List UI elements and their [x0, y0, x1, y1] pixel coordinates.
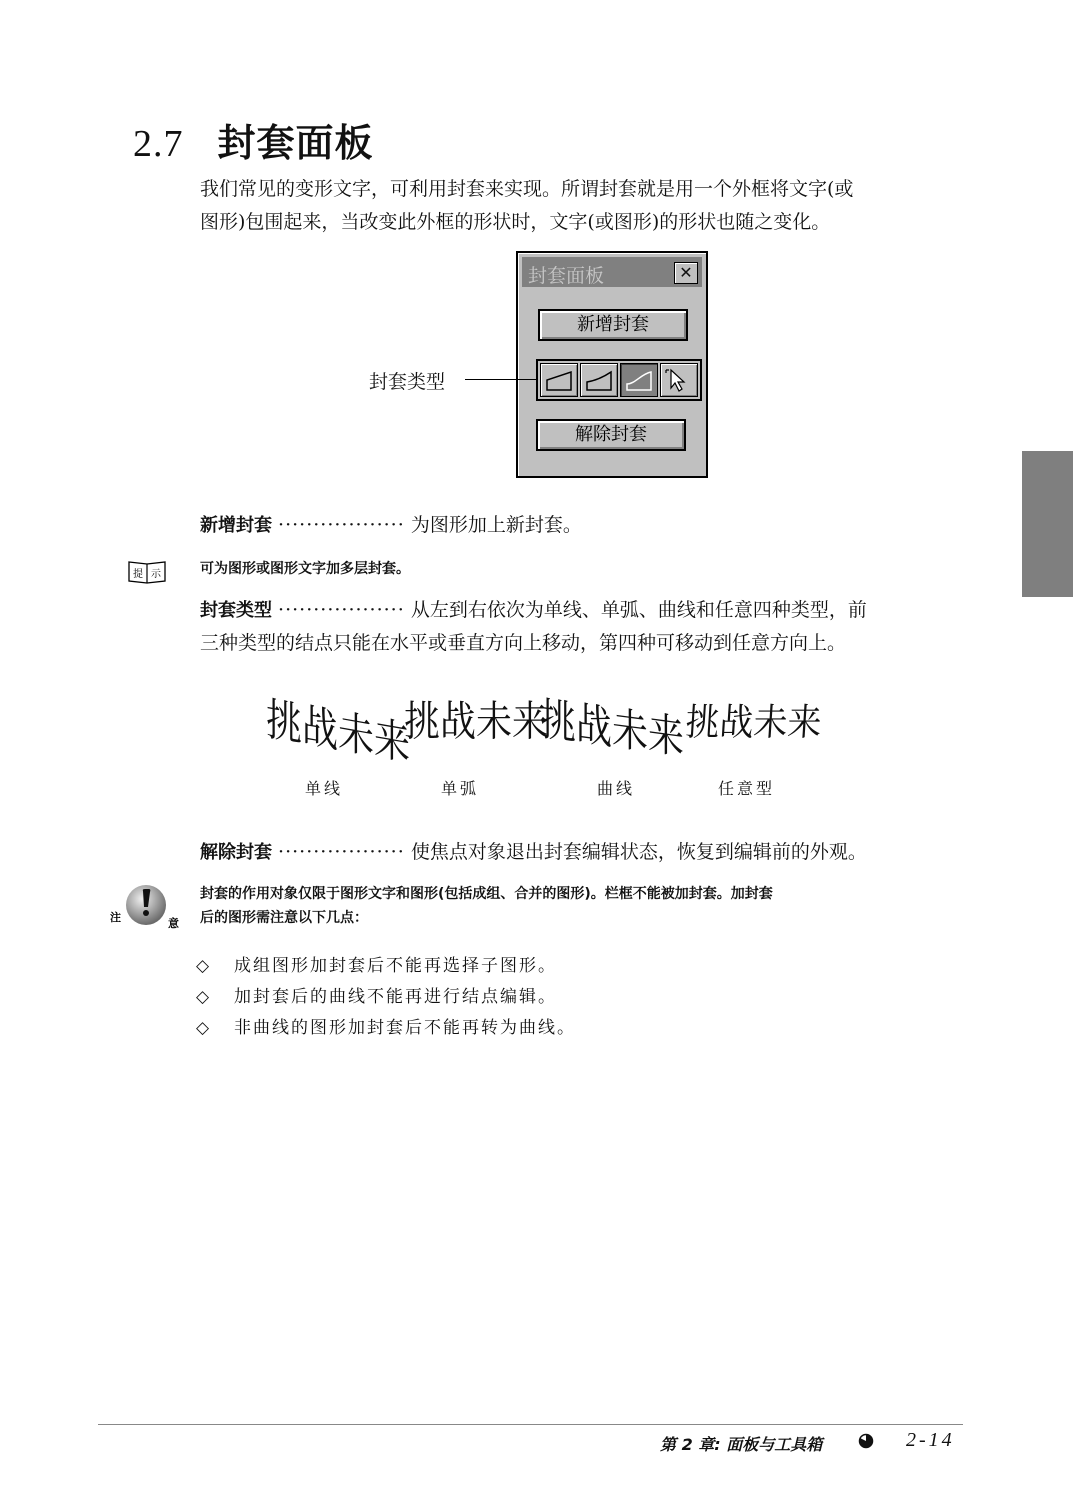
demo-caption-freeform: 任意型: [718, 779, 776, 798]
section-name: 封套面板: [217, 121, 374, 165]
list-item: ◇ 成组图形加封套后不能再选择子图形。: [196, 951, 576, 982]
definition-envelope-types: [200, 594, 970, 660]
tip-icon-char-2: 示: [151, 569, 161, 580]
curve-mode-icon[interactable]: [620, 363, 658, 397]
close-icon[interactable]: ✕: [674, 262, 698, 284]
leader-dots: ··················: [278, 599, 405, 621]
freeform-mode-icon[interactable]: [660, 363, 698, 397]
leader-dots: ··················: [278, 514, 405, 536]
definition-desc-line-1: 从左到右依次为单线、单弧、曲线和任意四种类型，前: [410, 599, 867, 621]
note-icon: [108, 883, 184, 931]
definition-remove-envelope: [200, 836, 970, 869]
footer-chapter: 第 2 章: 面板与工具箱: [660, 1435, 823, 1454]
dialog-title: 封套面板: [528, 265, 605, 287]
callout-leader-line: [465, 379, 537, 380]
demo-word-single-arc: 挑战未来: [404, 698, 549, 746]
note-text: [200, 882, 970, 930]
definition-term: 解除封套: [200, 842, 272, 863]
list-item: ◇ 加封套后的曲线不能再进行结点编辑。: [196, 982, 576, 1013]
section-number: 2.7: [133, 123, 184, 165]
footer-rule: [98, 1424, 963, 1425]
tip-icon: [126, 559, 168, 585]
intro-paragraph: [200, 173, 970, 239]
definition-desc: 为图形加上新封套。: [410, 514, 582, 536]
demo-caption-single-arc: 单弧: [441, 779, 480, 798]
half-circle-icon: [858, 1433, 874, 1453]
page-number: 2-14: [906, 1429, 955, 1451]
demo-word-curve: 挑战未来: [540, 694, 685, 765]
envelope-type-group: [536, 359, 702, 401]
definition-term: 封套类型: [200, 600, 272, 621]
envelope-panel-dialog: [516, 251, 708, 478]
diamond-bullet-icon: ◇: [196, 1018, 212, 1038]
chapter-side-tab: [1022, 451, 1073, 597]
note-line-2: 后的图形需注意以下几点：: [200, 910, 368, 926]
note-bullet-list: [196, 951, 576, 1044]
leader-dots: ··················: [278, 841, 405, 863]
remove-envelope-button[interactable]: 解除封套: [536, 419, 686, 451]
diamond-bullet-icon: ◇: [196, 956, 212, 976]
definition-term: 新增封套: [200, 515, 272, 536]
definition-desc: 使焦点对象退出封套编辑状态，恢复到编辑前的外观。: [410, 841, 867, 863]
demo-caption-curve: 曲线: [597, 779, 636, 798]
single-line-mode-icon[interactable]: [540, 363, 578, 397]
add-envelope-button[interactable]: 新增封套: [538, 309, 688, 341]
intro-line-2: 图形)包围起来，当改变此外框的形状时，文字(或图形)的形状也随之变化。: [200, 211, 831, 233]
single-arc-mode-icon[interactable]: [580, 363, 618, 397]
demo-word-single-line: 挑战未来: [266, 694, 411, 771]
note-line-1: 封套的作用对象仅限于图形文字和图形(包括成组、合并的图形)。栏框不能被加封套。加封套: [200, 886, 773, 902]
tip-icon-char-1: 提: [133, 569, 143, 580]
definition-add-envelope: [200, 509, 970, 542]
note-icon-char-2: 意: [168, 917, 179, 930]
note-icon-char-1: 注: [110, 911, 121, 924]
demo-word-freeform: 挑战未来: [684, 700, 823, 745]
section-title: [133, 112, 374, 167]
demo-caption-single-line: 单线: [305, 779, 344, 798]
list-item: ◇ 非曲线的图形加封套后不能再转为曲线。: [196, 1013, 576, 1044]
tip-text: 可为图形或图形文字加多层封套。: [200, 561, 410, 577]
envelope-type-callout: 封套类型: [369, 371, 446, 393]
definition-desc-line-2: 三种类型的结点只能在水平或垂直方向上移动，第四种可移动到任意方向上。: [200, 632, 847, 654]
dialog-titlebar: [522, 257, 702, 287]
intro-line-1: 我们常见的变形文字，可利用封套来实现。所谓封套就是用一个外框将文字(或: [200, 178, 854, 200]
diamond-bullet-icon: ◇: [196, 987, 212, 1007]
